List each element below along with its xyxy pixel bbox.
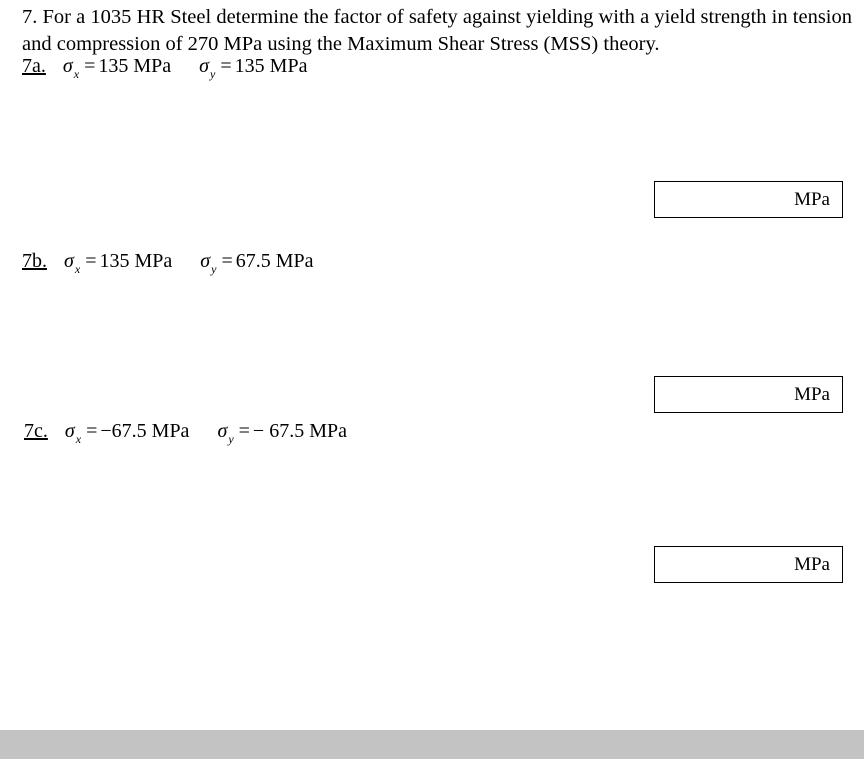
sigma-x-subscript: x: [75, 432, 82, 446]
sigma-x-symbol: σ: [64, 250, 74, 272]
part-7b: [22, 249, 314, 275]
sigma-y-symbol: σ: [199, 55, 210, 77]
sigma-x-value: 135 MPa: [99, 250, 173, 272]
sigma-y-subscript: y: [211, 262, 217, 276]
equals-sign: =: [238, 420, 250, 442]
answer-field-7a[interactable]: [654, 181, 843, 218]
equals-sign: =: [86, 420, 98, 442]
equals-sign: =: [85, 250, 97, 272]
sigma-x-symbol: σ: [64, 420, 75, 442]
sigma-x-symbol: σ: [62, 55, 73, 77]
sigma-y-value: − 67.5 MPa: [252, 420, 347, 442]
sigma-x-value: 135 MPa: [98, 55, 172, 77]
sigma-y-subscript: y: [228, 432, 234, 446]
sigma-y-subscript: y: [210, 67, 216, 81]
sigma-y-value: 67.5 MPa: [235, 250, 314, 272]
answer-field-7c[interactable]: [654, 546, 843, 583]
sigma-y-symbol: σ: [200, 250, 211, 272]
equals-sign: =: [84, 55, 96, 77]
sigma-y-symbol: σ: [217, 420, 228, 442]
sigma-y-value: 135 MPa: [234, 55, 308, 77]
answer-unit: MPa: [794, 189, 830, 210]
part-7a: [22, 54, 307, 80]
part-label: 7c.: [24, 420, 48, 442]
problem-statement: 7. For a 1035 HR Steel determine the factor of safety against yielding with a yield strength in tension and compression of 270 MPa using the Maximum Shear Stress (MSS) theory.: [22, 6, 852, 55]
part-label: 7b.: [22, 250, 47, 272]
sigma-x-subscript: x: [74, 262, 81, 276]
equals-sign: =: [220, 55, 232, 77]
answer-unit: MPa: [794, 384, 830, 405]
part-label: 7a.: [22, 55, 46, 77]
sigma-x-subscript: x: [73, 67, 80, 81]
part-7c: [24, 419, 347, 445]
answer-field-7b[interactable]: [654, 376, 843, 413]
bottom-bar: [0, 730, 864, 759]
answer-unit: MPa: [794, 554, 830, 575]
equals-sign: =: [221, 250, 233, 272]
sigma-x-value: −67.5 MPa: [100, 420, 190, 442]
